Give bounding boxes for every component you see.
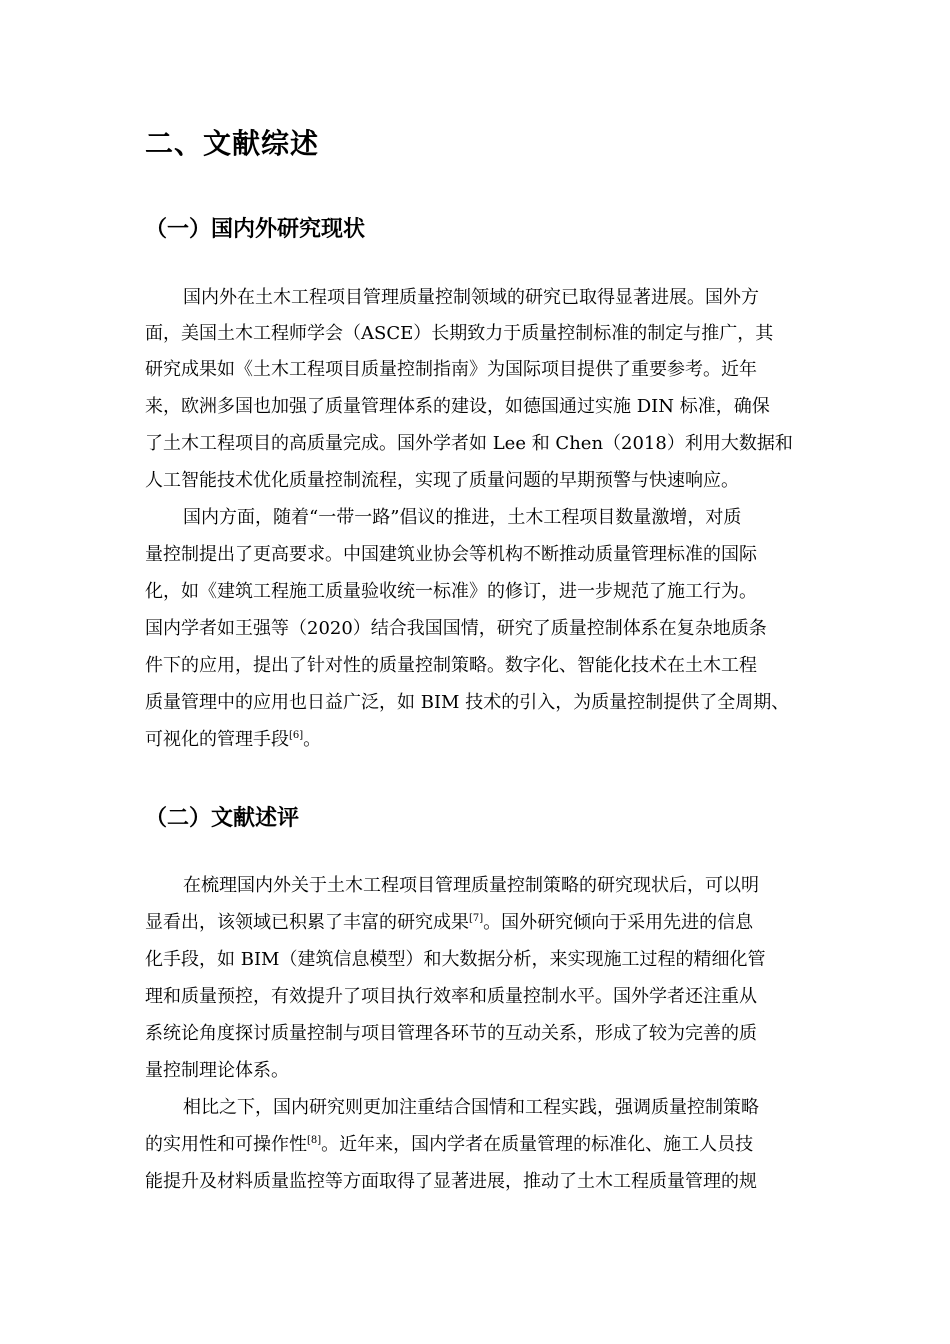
paragraph-line xyxy=(145,1132,753,1158)
paragraph-line: 了土木工程项目的高质量完成。国外学者如 Lee 和 Chen（2018）利用大数据和 xyxy=(145,433,793,454)
paragraph-line: 化，如《建筑工程施工质量验收统一标准》的修订，进一步规范了施工行为。 xyxy=(145,581,757,602)
text-run: 显看出，该领域已积累了丰富的研究成果 xyxy=(145,912,469,933)
paragraph-line: 能提升及材料质量监控等方面取得了显著进展，推动了土木工程质量管理的规 xyxy=(145,1171,757,1192)
citation-ref: [8] xyxy=(307,1135,322,1146)
text-run: 。国外研究倾向于采用先进的信息 xyxy=(483,912,754,933)
paragraph-line: 国内方面，随着“一带一路”倡议的推进，土木工程项目数量激增，对质 xyxy=(183,507,742,528)
paragraph-line: 来，欧洲多国也加强了质量管理体系的建设，如德国通过实施 DIN 标准，确保 xyxy=(145,396,770,417)
paragraph-line: 研究成果如《土木工程项目质量控制指南》为国际项目提供了重要参考。近年 xyxy=(145,359,757,380)
text-run: 。近年来，国内学者在质量管理的标准化、施工人员技 xyxy=(321,1134,754,1155)
paragraph-line: 化手段，如 BIM（建筑信息模型）和大数据分析，来实现施工过程的精细化管 xyxy=(145,949,766,970)
paragraph-line: 国内外在土木工程项目管理质量控制领域的研究已取得显著进展。国外方 xyxy=(183,287,759,308)
citation-ref: [6] xyxy=(289,730,304,741)
paragraph-line: 国内学者如王强等（2020）结合我国国情，研究了质量控制体系在复杂地质条 xyxy=(145,618,767,639)
paragraph-line: 面，美国土木工程师学会（ASCE）长期致力于质量控制标准的制定与推广，其 xyxy=(145,323,774,344)
paragraph-line: 量控制提出了更高要求。中国建筑业协会等机构不断推动质量管理标准的国际 xyxy=(145,544,757,565)
paragraph-line: 系统论角度探讨质量控制与项目管理各环节的互动关系，形成了较为完善的质 xyxy=(145,1023,757,1044)
text-run: 的实用性和可操作性 xyxy=(145,1134,307,1155)
text-run: 。 xyxy=(303,729,322,750)
paragraph-line xyxy=(145,910,753,936)
paragraph-line xyxy=(145,727,321,753)
paragraph-line: 在梳理国内外关于土木工程项目管理质量控制策略的研究现状后，可以明 xyxy=(183,875,759,896)
paragraph-line: 量控制理论体系。 xyxy=(145,1060,289,1081)
citation-ref: [7] xyxy=(469,913,484,924)
paragraph-line: 质量管理中的应用也日益广泛，如 BIM 技术的引入，为质量控制提供了全周期、 xyxy=(145,692,790,713)
subsection-title-literature-review: （二）文献述评 xyxy=(145,806,300,831)
paragraph-line: 相比之下，国内研究则更加注重结合国情和工程实践，强调质量控制策略 xyxy=(183,1097,759,1118)
paragraph-line: 人工智能技术优化质量控制流程，实现了质量问题的早期预警与快速响应。 xyxy=(145,470,739,491)
paragraph-line: 理和质量预控，有效提升了项目执行效率和质量控制水平。国外学者还注重从 xyxy=(145,986,757,1007)
subsection-title-research-status: （一）国内外研究现状 xyxy=(145,217,366,242)
section-title: 二、文献综述 xyxy=(145,127,320,160)
text-run: 可视化的管理手段 xyxy=(145,729,289,750)
paragraph-line: 件下的应用，提出了针对性的质量控制策略。数字化、智能化技术在土木工程 xyxy=(145,655,757,676)
